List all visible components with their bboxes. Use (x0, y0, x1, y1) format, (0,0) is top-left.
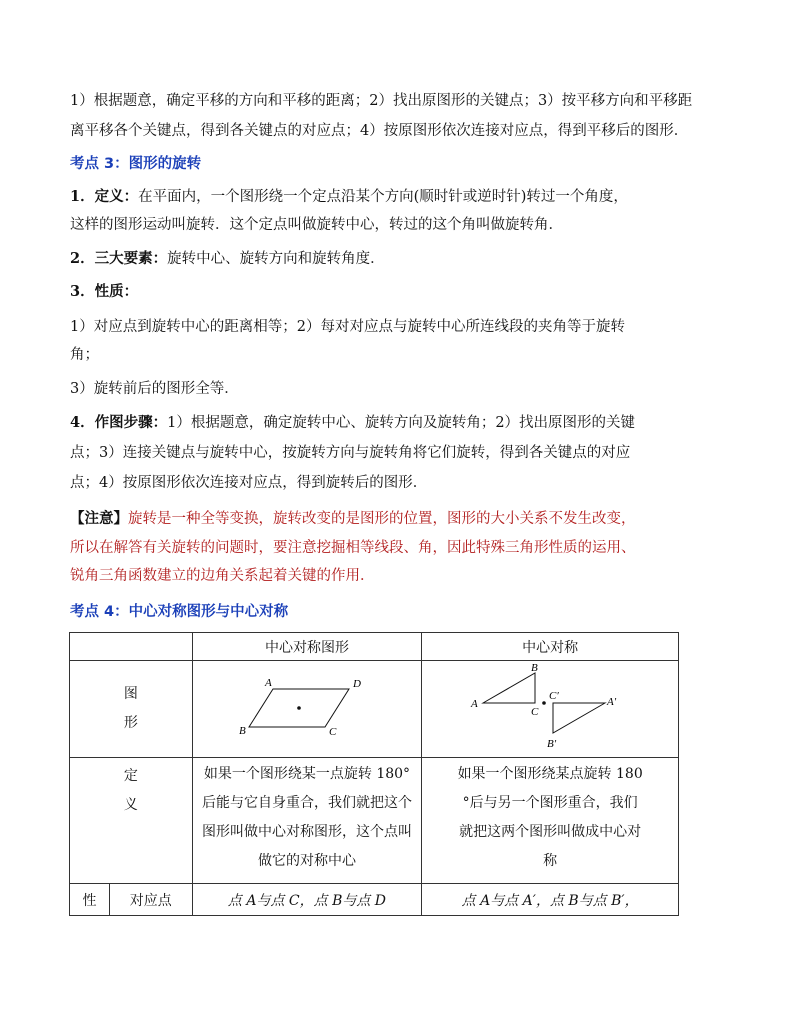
definition-line1 (70, 188, 628, 206)
definition-col2-line2: °后与另一个图形重合，我们 (462, 795, 638, 811)
triangles-figure-cell (422, 661, 679, 758)
properties-line1: 1）对应点到旋转中心的距离相等；2）每对对应点与旋转中心所连线段的夹角等于旋转 (70, 319, 625, 335)
comparison-table (69, 632, 679, 916)
definition-label: 1．定义： (70, 188, 139, 205)
note-text1: 旋转是一种全等变换，旋转改变的是图形的位置，图形的大小关系不发生改变， (128, 511, 636, 527)
table-row-property (70, 884, 679, 916)
triangle-label-c-prime: C′ (549, 690, 559, 702)
table-row-figure (70, 661, 679, 758)
definition-label-1: 定 (123, 768, 138, 784)
note-line3: 锐角三角函数建立的边角关系起着关键的作用． (70, 568, 375, 584)
parallelogram-label-a: A (264, 677, 272, 689)
figure-label-2: 形 (123, 715, 138, 731)
table-header-row (70, 633, 679, 661)
triangle-label-b: B (531, 662, 538, 674)
definition-col1-cell (192, 758, 422, 884)
property-row-label: 性 (70, 884, 110, 916)
figure-label-1: 图 (123, 686, 138, 702)
header-col2: 中心对称 (422, 633, 679, 661)
elements-text: 旋转中心、旋转方向和旋转角度． (167, 251, 385, 267)
steps-text1: 1）根据题意，确定旋转中心、旋转方向及旋转角；2）找出原图形的关键 (167, 415, 636, 431)
property-col1: 点 A与点 C，点 B与点 D (192, 884, 422, 916)
heading-kaodian3: 考点 3：图形的旋转 (70, 156, 202, 172)
definition-text1: 在平面内，一个图形绕一个定点沿某个方向(顺时针或逆时针)转过一个角度， (138, 189, 628, 205)
elements-line (70, 250, 385, 268)
steps-line3: 点；4）按原图形依次连接对应点，得到旋转后的图形． (70, 475, 428, 491)
definition-line2: 这样的图形运动叫旋转．这个定点叫做旋转中心，转过的这个角叫做旋转角． (70, 217, 563, 233)
note-line2: 所以在解答有关旋转的问题时，要注意挖掘相等线段、角，因此特殊三角形性质的运用、 (70, 540, 636, 556)
triangle-label-a: A (471, 698, 478, 710)
note-label: 【注意】 (70, 510, 128, 527)
figure-row-label (70, 661, 193, 758)
elements-label: 2．三大要素： (70, 250, 168, 267)
definition-row-label (70, 758, 193, 884)
header-empty-cell (70, 633, 193, 661)
definition-col2-line4: 称 (543, 853, 558, 869)
triangle-label-b-prime: B′ (547, 738, 557, 750)
parallelogram-diagram (237, 667, 377, 747)
properties-line3: 3）旋转前后的图形全等． (70, 381, 239, 397)
definition-col2-line3: 就把这两个图形叫做成中心对 (459, 824, 642, 840)
triangle-label-c: C (531, 706, 539, 718)
parallelogram-label-c: C (328, 726, 337, 738)
parallelogram-figure-cell (192, 661, 422, 758)
header-col1: 中心对称图形 (192, 633, 422, 661)
definition-col1-line1: 如果一个图形绕某一点旋转 180° (203, 766, 411, 782)
note-line1 (70, 510, 636, 528)
properties-label: 3．性质： (70, 283, 139, 300)
properties-line2: 角； (70, 347, 99, 363)
definition-col1-line3: 图形叫做中心对称图形，这个点叫 (201, 824, 412, 840)
para1-line2: 离平移各个关键点，得到各关键点的对应点；4）按原图形依次连接对应点，得到平移后的图形． (70, 123, 689, 139)
table-row-definition (70, 758, 679, 884)
definition-col2-cell (422, 758, 679, 884)
triangle-label-a-prime: A′ (607, 696, 617, 708)
para1-line1: 1）根据题意，确定平移的方向和平移的距离；2）找出原图形的关键点；3）按平移方向和平移距 (70, 93, 693, 109)
steps-line1 (70, 414, 635, 432)
central-symmetry-diagram (465, 661, 635, 753)
heading-kaodian4: 考点 4：中心对称图形与中心对称 (70, 604, 289, 620)
property-sub-label: 对应点 (109, 884, 192, 916)
definition-col1-line2: 后能与它自身重合，我们就把这个 (201, 795, 412, 811)
definition-label-2: 义 (123, 797, 138, 813)
definition-col1-line4: 做它的对称中心 (257, 853, 356, 869)
steps-label: 4．作图步骤： (70, 414, 168, 431)
definition-col2-line1: 如果一个图形绕某点旋转 180 (457, 766, 643, 782)
property-col2: 点 A与点 A′，点 B与点 B′， (422, 884, 679, 916)
parallelogram-label-d: D (352, 678, 361, 690)
steps-line2: 点；3）连接关键点与旋转中心，按旋转方向与旋转角将它们旋转，得到各关键点的对应 (70, 445, 631, 461)
parallelogram-label-b: B (238, 725, 246, 737)
